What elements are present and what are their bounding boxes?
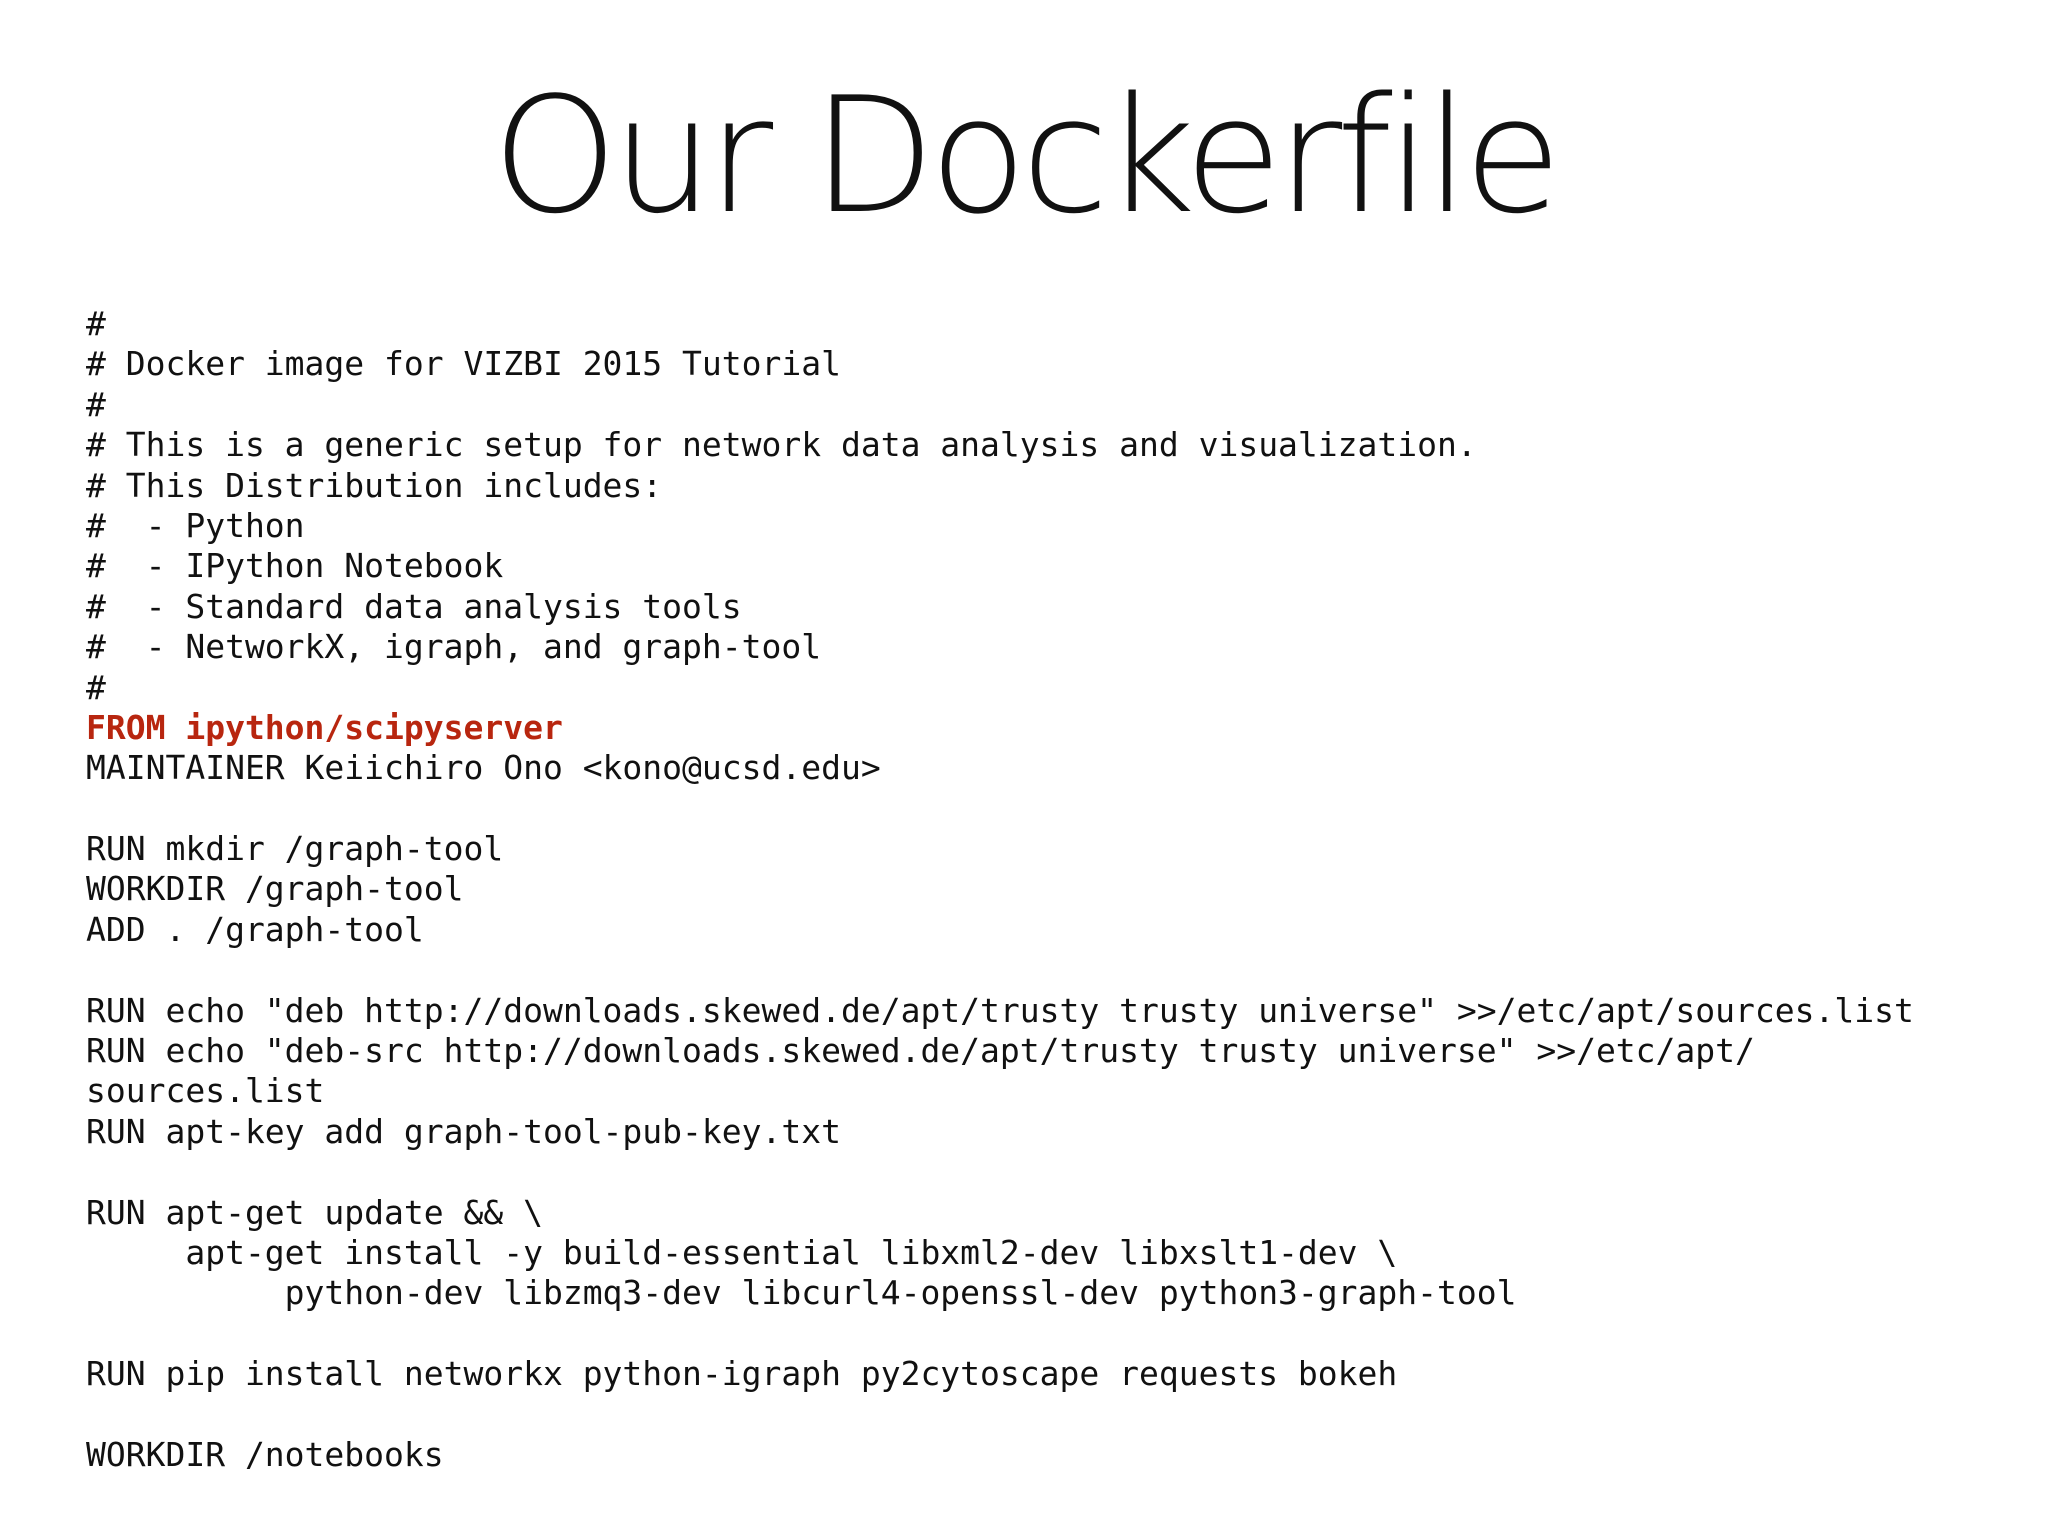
code-line: RUN apt-key add graph-tool-pub-key.txt [86, 1111, 841, 1151]
code-line: apt-get install -y build-essential libxml2-dev libxslt1-dev \ [86, 1232, 1398, 1272]
code-line: # [86, 384, 106, 424]
code-line: # - IPython Notebook [86, 546, 504, 586]
code-line: # - Standard data analysis tools [86, 586, 742, 626]
code-line: # This Distribution includes: [86, 465, 663, 505]
code-line: ADD . /graph-tool [86, 909, 424, 949]
code-line [86, 950, 2026, 990]
code-line: sources.list [86, 1071, 325, 1111]
code-line [86, 1395, 2026, 1435]
code-line [86, 1314, 2026, 1354]
code-line: # This is a generic setup for network data analysis and visualization. [86, 425, 1477, 465]
code-line: RUN pip install networkx python-igraph py2cytoscape requests bokeh [86, 1354, 1398, 1394]
code-line: MAINTAINER Keiichiro Ono <kono@ucsd.edu> [86, 748, 881, 788]
code-line-highlighted: FROM ipython/scipyserver [86, 707, 563, 747]
code-line: RUN echo "deb-src http://downloads.skewed.de/apt/trusty trusty universe" >>/etc/apt/ [86, 1031, 1755, 1071]
code-line: RUN mkdir /graph-tool [86, 829, 504, 869]
code-line: RUN echo "deb http://downloads.skewed.de/apt/trusty trusty universe" >>/etc/apt/sources.list [86, 990, 1914, 1030]
code-line: WORKDIR /notebooks [86, 1434, 444, 1474]
code-line: WORKDIR /graph-tool [86, 869, 464, 909]
dockerfile-code-block [86, 304, 2026, 1475]
code-line: # - Python [86, 505, 305, 545]
slide-title: Our Dockerfile [492, 62, 1556, 249]
code-line: python-dev libzmq3-dev libcurl4-openssl-dev python3-graph-tool [86, 1273, 1517, 1313]
code-line: # - NetworkX, igraph, and graph-tool [86, 627, 822, 667]
code-line: # [86, 304, 106, 343]
code-line: # Docker image for VIZBI 2015 Tutorial [86, 344, 841, 384]
code-line: RUN apt-get update && \ [86, 1192, 543, 1232]
code-line: # [86, 667, 106, 707]
code-line [86, 1152, 2026, 1192]
code-line [86, 789, 2026, 829]
